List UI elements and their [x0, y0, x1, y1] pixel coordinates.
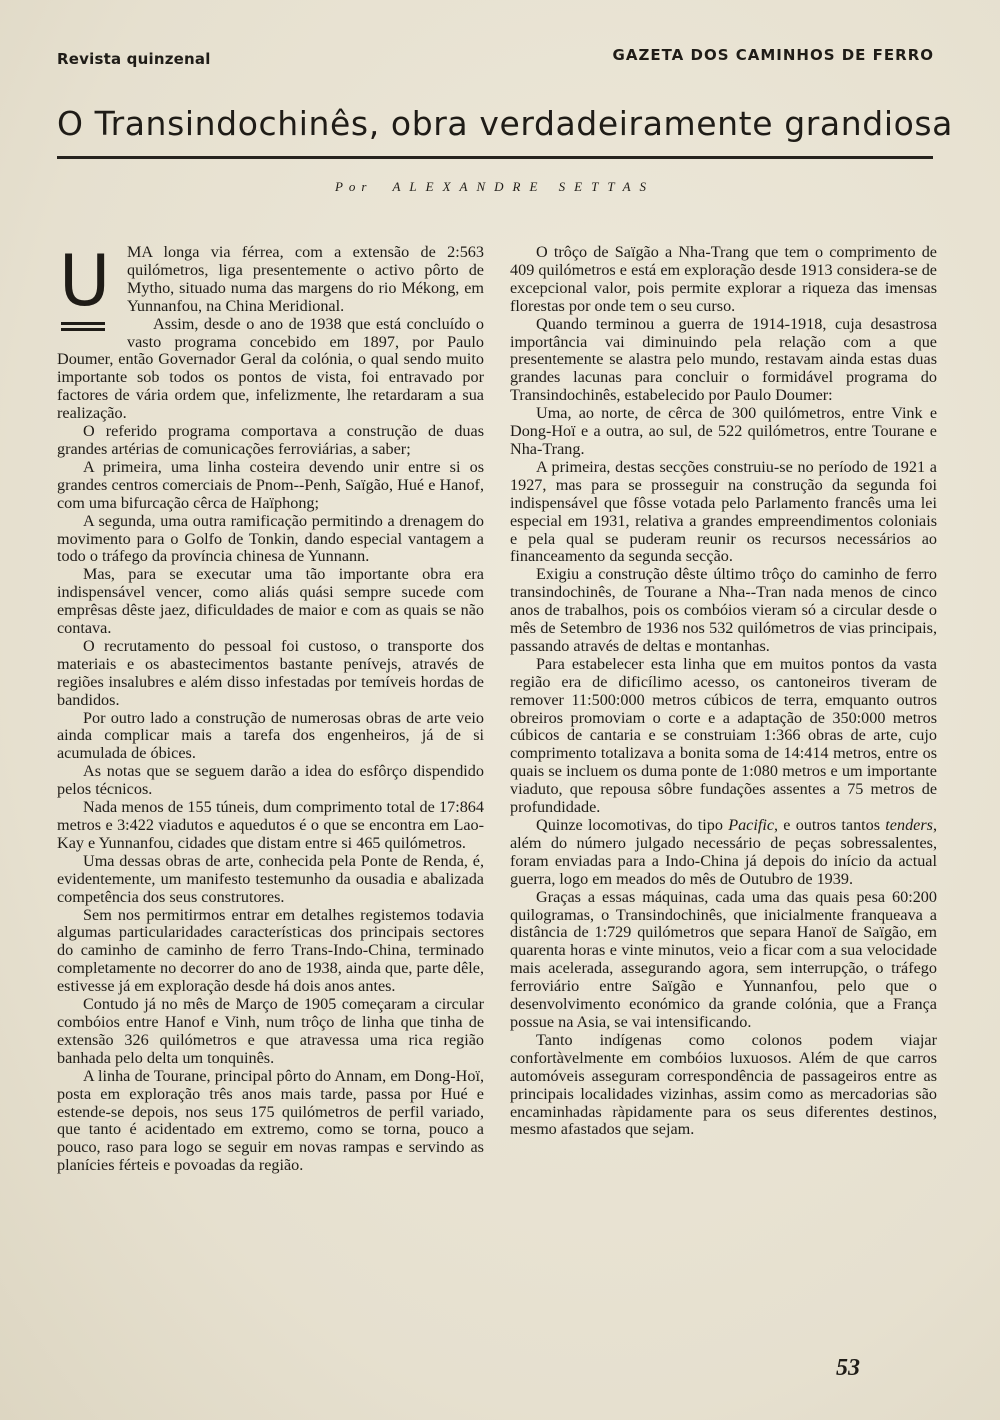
byline-author: ALEXANDRE SETTAS [392, 179, 656, 194]
dropcap-rule [61, 328, 105, 331]
paragraph: Uma dessas obras de arte, conhecida pela Ponte de Renda, é, evidentemente, um manifesto testemunho da ousadia e abalizada competência dos seus construtores. [57, 851, 484, 906]
paragraph: A segunda, uma outra ramificação permitindo a drenagem do movimento para o Golfo de Tonkin, dando especial vantagem a todo o tráfego da província chinesa de Yunnann. [57, 511, 484, 566]
paragraph: Quinze locomotivas, do tipo Pacific, e outros tantos tenders, além do número julgado necessário de peças sobressalentes, foram enviadas para a Indo-China já depois do início da actual guerra, logo em meados do mês de Outubro de 1939. [510, 816, 937, 888]
paragraph: Uma, ao norte, de cêrca de 300 quilómetros, entre Vink e Dong-Hoï e a outra, ao sul, de 522 quilómetros, entre Tourane e Nha-Trang. [510, 404, 937, 458]
dropcap-rule [61, 322, 105, 325]
paragraph: Assim, desde o ano de 1938 que está concluído o vasto programa concebido em 1897, por Paulo Doumer, então Governador Geral da colónia, o qual sendo muito importante sob todos os pontos de vista, foi entravado por factores de vária ordem que, infelizmente, lhe retardaram a sua realização. [57, 314, 484, 423]
byline [57, 179, 933, 195]
paragraph: Quando terminou a guerra de 1914-1918, cuja desastrosa importância vai diminuindo pela relação com a que presentemente se alastra pelo mundo, restavam ainda estas duas grandes lacunas para concluir o formidável programa do Transindochinês, estabelecido por Paulo Doumer: [510, 314, 937, 405]
paragraph: Tanto indígenas como colonos podem viajar confortàvelmente em combóios luxuosos. Além de que carros automóveis asseguram correspondência de passageiros entre as principais localidades vizinhas, assim como as mercadorias são encaminhadas ràpidamente para os seus diferentes destinos, mesmo afastados que sejam. [510, 1030, 937, 1139]
paragraph: O recrutamento do pessoal foi custoso, o transporte dos materiais e os abastecimentos bastante penívejs, através de regiões insalubres e além disso infestadas por temíveis hordas de bandidos. [57, 636, 484, 709]
paragraph: As notas que se seguem darão a idea do esfôrço dispendido pelos técnicos. [57, 762, 484, 799]
paragraph: MA longa via férrea, com a extensão de 2:563 quilómetros, liga presentemente o activo pôrto de Mytho, situado numa das margens do rio Mékong, em Yunnanfou, na China Meridional. [127, 243, 484, 315]
paragraph: Nada menos de 155 túneis, dum comprimento total de 17:864 metros e 3:422 viadutos e aquedutos é o que se encontra em Lao-Kay e Yunnanfou, cidades que distam entre si 465 quilómetros. [57, 798, 484, 852]
title-rule [57, 156, 933, 159]
paragraph: Para estabelecer esta linha que em muitos pontos da vasta região era de dificílimo acesso, os cantoneiros tiveram de remover 11:500:000 metros cúbicos de terra, emquanto outros obreiros promoviam o corte e a adaptação de 350:000 metros cúbicos de cantaria e se construiam 1:366 obras de arte, cujo comprimento totalizava a bonita soma de 14:414 metros, entre os quais se incluem os duma ponte de 1:080 metros e um importante viaduto, que repousa sôbre fundações assentes a 75 metros de profundidade. [510, 654, 937, 817]
italic-term: tenders [885, 816, 933, 834]
page-number: 53 [836, 1355, 860, 1381]
paragraph: A linha de Tourane, principal pôrto do Annam, em Dong-Hoï, posta em exploração três anos mais tarde, passa por Hué e estende-se depois, nos seus 175 quilómetros de perfil variado, que tanto é acidentado em extremo, como se torna, pouco a pouco, raso para logo se seguir em novas rampas e servindo as planícies férteis e povoadas da região. [57, 1066, 484, 1175]
paragraph: A primeira, destas secções construiu-se no período de 1921 a 1927, mas para se prosseguir na construção da segunda foi indispensável que fôsse votada pelo Parlamento francês uma lei especial em 1931, relativa a grandes empreendimentos coloniais e pela qual se puderam reunir os recursos necessários ao financeamento da segunda secção. [510, 457, 937, 566]
paragraph: Mas, para se executar uma tão importante obra era indispensável vencer, como aliás quási sempre sucede com emprêsas dêste jaez, dificuldades de maior e com as quais se não contava. [57, 565, 484, 638]
paragraph: Contudo já no mês de Março de 1905 começaram a circular combóios entre Hanof e Vinh, num trôço de linha que tinha de extensão 326 quilómetros e que atravessa uma rica região banhada pelo delta um tonquinês. [57, 995, 484, 1067]
byline-prefix: Por [334, 179, 373, 194]
column-right [510, 244, 937, 1139]
dropcap-block [57, 240, 119, 334]
italic-term: Pacific [728, 816, 775, 834]
paragraph: Graças a essas máquinas, cada uma das quais pesa 60:200 quilogramas, o Transindochinês, que inicialmente franqueava a distância de 1:729 quilómetros que separa Hanoï de Saïgão, em quarenta horas e vinte minutos, veio a ficar com a sua velocidade mais acelerada, assegurando agora, sem interrupção, o tráfego ferroviário entre Saïgão e Yunnanfou, pelo que o desenvolvimento económico da grande colónia, que a França possue na Asia, se vai intensificando. [510, 887, 937, 1031]
running-header-left: Revista quinzenal [57, 50, 211, 68]
paragraph: O trôço de Saïgão a Nha-Trang que tem o comprimento de 409 quilómetros e está em exploração desde 1913 considera-se de excepcional valor, pois permite explorar a riqueza das imensas florestas por onde tem o seu curso. [510, 243, 937, 315]
article-title: O Transindochinês, obra verdadeiramente grandiosa [57, 104, 953, 143]
paragraph: Sem nos permitirmos entrar em detalhes registemos todavia algumas particularidades características dos principais sectores do caminho de caminho de ferro Trans-Indo-China, terminado completamente no decorrer do ano de 1938, ainda que, parte dêle, estivesse já em exploração desde há dois anos antes. [57, 905, 484, 996]
column-left [57, 240, 484, 1175]
paragraph: A primeira, uma linha costeira devendo unir entre si os grandes centros comerciais de Pnom--Penh, Saïgão, Hué e Hanof, com uma bifurcação cêrca de Haïphong; [57, 457, 484, 512]
dropcap-letter: U [59, 240, 111, 322]
paragraph: Exigiu a construção dêste último trôço do caminho de ferro transindochinês, de Tourane a Nha--Tran nada menos de cinco anos de trabalhos, pois os combóios vieram só a circular desde o mês de Setembro de 1936 nos 532 quilómetros de vias principais, passando através de deltas e montanhas. [510, 565, 937, 655]
paragraph: Por outro lado a construção de numerosas obras de arte veio ainda complicar mais a tarefa dos engenheiros, já de si acumulada de óbices. [57, 708, 484, 763]
running-header-right: GAZETA DOS CAMINHOS DE FERRO [612, 46, 934, 64]
paragraph: O referido programa comportava a construção de duas grandes artérias de comunicações ferroviárias, a saber; [57, 422, 484, 458]
